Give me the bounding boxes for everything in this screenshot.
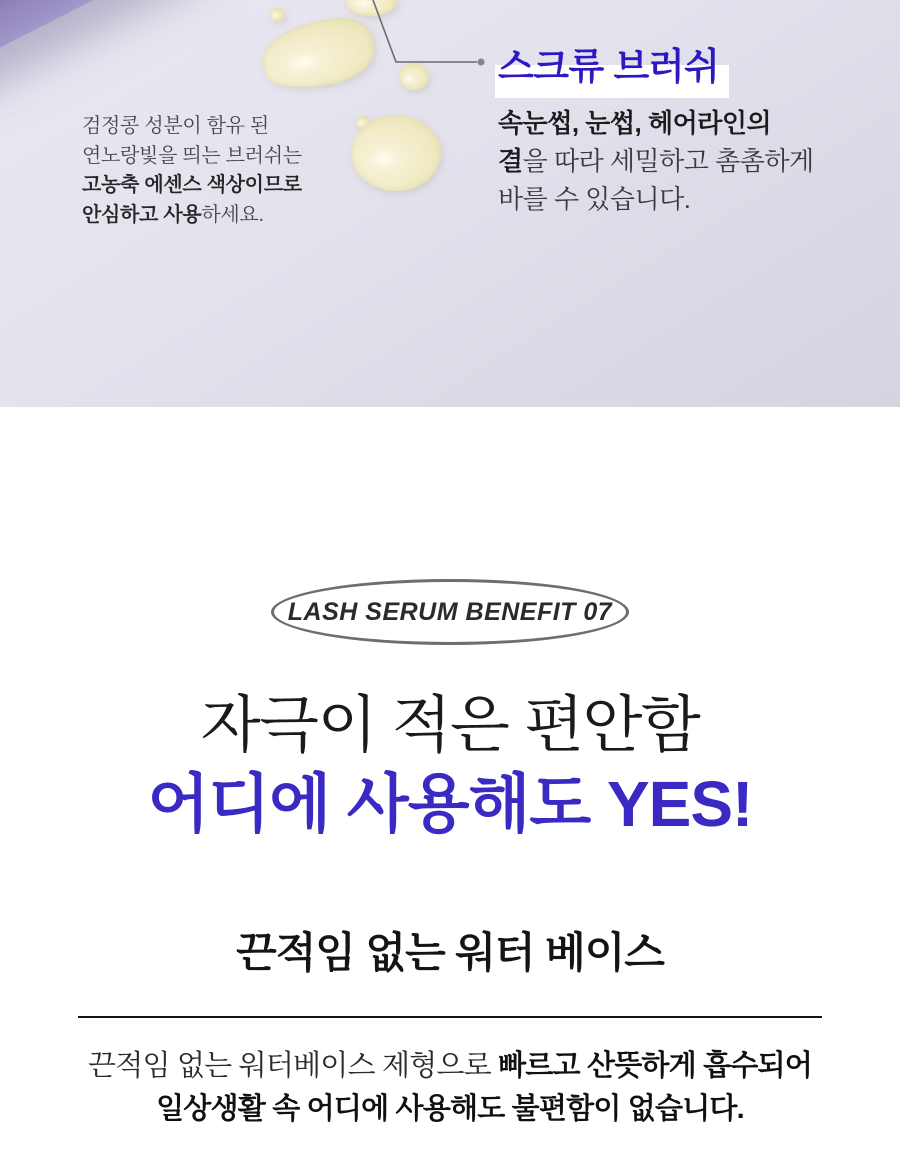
serum-droplet (351, 115, 441, 191)
callout-body-line: 을 따라 세밀하고 촘촘하게 (522, 146, 814, 176)
body-line-bold: 일상생활 속 어디에 사용해도 불편함이 없습니다. (156, 1093, 744, 1125)
body-line: 끈적임 없는 워터베이스 제형으로 (88, 1050, 499, 1082)
note-line-bold: 고농축 에센스 색상이므로 (82, 174, 302, 196)
benefit-subheading: 끈적임 없는 워터 베이스 (236, 929, 664, 976)
callout-body (498, 104, 814, 218)
benefit-section (0, 407, 900, 1131)
mascara-tube-image (0, 0, 181, 92)
callout-pointer-line (360, 0, 490, 70)
body-line-bold: 빠르고 산뜻하게 흡수되어 (498, 1050, 812, 1082)
note-line: 검정콩 성분이 함유 된 (82, 115, 269, 137)
hero-section (0, 0, 900, 407)
divider (78, 1016, 822, 1018)
benefit-body (0, 1045, 900, 1131)
callout-body-bold: 결 (498, 146, 523, 176)
screw-brush-callout (498, 36, 814, 218)
callout-body-line: 속눈썹, 눈썹, 헤어라인의 (498, 108, 772, 138)
brush-color-note (82, 112, 302, 230)
benefit-badge (271, 579, 629, 645)
note-line-bold: 안심하고 사용 (82, 203, 202, 226)
callout-body-line: 바를 수 있습니다. (498, 184, 691, 214)
benefit-badge-label: LASH SERUM BENEFIT 07 (287, 597, 613, 626)
serum-droplet (269, 8, 285, 21)
note-line: 하세요. (201, 203, 264, 226)
callout-title-text: 스크류 브러쉬 (498, 46, 720, 87)
note-line: 연노랑빛을 띄는 브러쉬는 (82, 144, 302, 167)
benefit-heading-line1: 자극이 적은 편안함 (200, 691, 700, 760)
callout-title (498, 36, 719, 90)
benefit-heading-line2: 어디에 사용해도 YES! (147, 768, 753, 840)
